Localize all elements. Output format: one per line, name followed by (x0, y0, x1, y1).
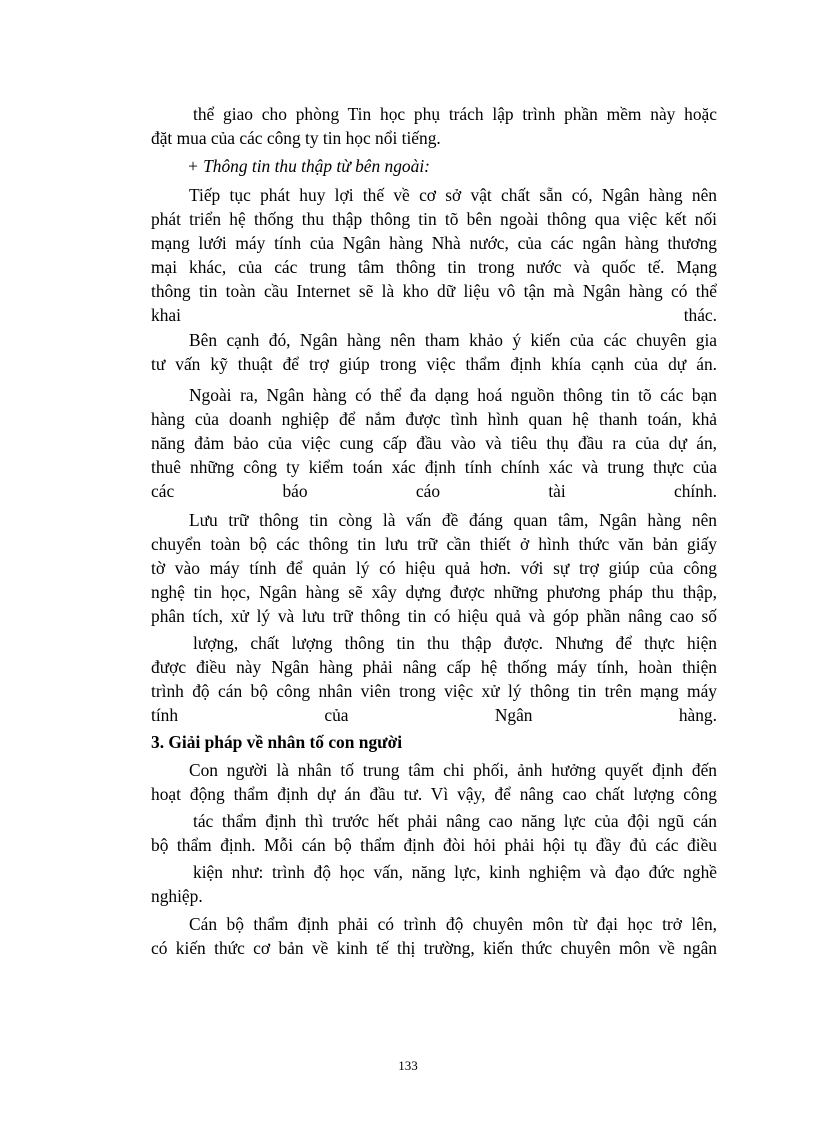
word: tài (548, 481, 566, 501)
text-line: Cán bộ thẩm định phải có trình độ chuyên môn từ đại học trở lên, (189, 914, 717, 934)
page-number: 133 (398, 1058, 418, 1073)
text-line: phát triển hệ thống thu thập thông tin tõ bên ngoài thông qua việc kết nối (151, 209, 717, 229)
text-line (151, 304, 717, 326)
text-line: được điều này Ngân hàng phải nâng cấp hệ thống máy tính, hoàn thiện (151, 657, 717, 677)
text-line: có kiến thức cơ bản về kinh tế thị trường, kiến thức chuyên môn về ngân (151, 938, 717, 958)
text-line: tác thẩm định thì trước hết phải nâng cao năng lực của đội ngũ cán (193, 811, 717, 831)
word: của (324, 705, 349, 725)
text-line: Con người là nhân tố trung tâm chi phối, ảnh hưởng quyết định đến (189, 760, 717, 780)
text-line: bộ thẩm định. Mỗi cán bộ thẩm định đòi hỏi phải hội tụ đầy đủ các điều (151, 835, 717, 855)
text-line (151, 480, 717, 502)
text-line: tư vấn kỹ thuật để trợ giúp trong việc thẩm định khía cạnh của dự án. (151, 354, 717, 374)
text-line: kiện như: trình độ học vấn, năng lực, kinh nghiệm và đạo đức nghề (193, 862, 717, 882)
section-heading: 3. Giải pháp về nhân tố con người (151, 732, 403, 752)
text-line: nghệ tin học, Ngân hàng sẽ xây dựng được những phương pháp thu thập, (151, 582, 717, 602)
text-line: trình độ cán bộ công nhân viên trong việc xử lý thông tin trên mạng máy (151, 681, 717, 701)
subheading-external-info: + Thông tin thu thập từ bên ngoài: (187, 156, 430, 176)
text-line: Tiếp tục phát huy lợi thế về cơ sở vật chất sẵn có, Ngân hàng nên (189, 185, 717, 205)
word: khai (151, 305, 181, 325)
text-line: thuê những công ty kiểm toán xác định tính chính xác và trung thực của (151, 457, 717, 477)
word: thác. (683, 305, 717, 325)
word: tính (151, 705, 179, 725)
text-line: hoạt động thẩm định dự án đầu tư. Vì vậy, để nâng cao chất lượng công (151, 784, 717, 804)
text-line: mạng lưới máy tính của Ngân hàng Nhà nước, của các ngân hàng thương (151, 233, 717, 253)
text-line: thể giao cho phòng Tin học phụ trách lập trình phần mềm này hoặc (193, 104, 717, 124)
text-line: đặt mua của các công ty tin học nổi tiếng. (151, 128, 441, 148)
text-line: phân tích, xử lý và lưu trữ thông tin có hiệu quả và góp phần nâng cao số (151, 606, 717, 626)
text-line: hàng của doanh nghiệp để nắm được tình hình quan hệ thanh toán, khả (151, 409, 717, 429)
text-line: Lưu trữ thông tin còng là vấn đề đáng quan tâm, Ngân hàng nên (189, 510, 717, 530)
text-line: Ngoài ra, Ngân hàng có thể đa dạng hoá nguồn thông tin tõ các bạn (189, 385, 717, 405)
word: báo (282, 481, 308, 501)
text-line: mại khác, của các trung tâm thông tin trong nước và quốc tế. Mạng (151, 257, 717, 277)
text-line: năng đảm bảo của việc cung cấp đầu vào và tiêu thụ đầu ra của dự án, (151, 433, 717, 453)
text-line: lượng, chất lượng thông tin thu thập được. Nhưng để thực hiện (193, 633, 717, 653)
text-line: tờ vào máy tính để quản lý có hiệu quả hơn. với sự trợ giúp của công (151, 558, 717, 578)
text-line (151, 704, 717, 726)
text-line: thông tin toàn cầu Internet sẽ là kho dữ liệu vô tận mà Ngân hàng có thể (151, 281, 717, 301)
text-line: Bên cạnh đó, Ngân hàng nên tham khảo ý kiến của các chuyên gia (189, 330, 717, 350)
word: hàng. (678, 705, 717, 725)
word: cáo (415, 481, 441, 501)
word: các (151, 481, 175, 501)
word: Ngân (494, 705, 533, 725)
text-line: nghiệp. (151, 886, 203, 906)
word: chính. (674, 481, 717, 501)
text-line: chuyển toàn bộ các thông tin lưu trữ cần thiết ở hình thức văn bản giấy (151, 534, 717, 554)
